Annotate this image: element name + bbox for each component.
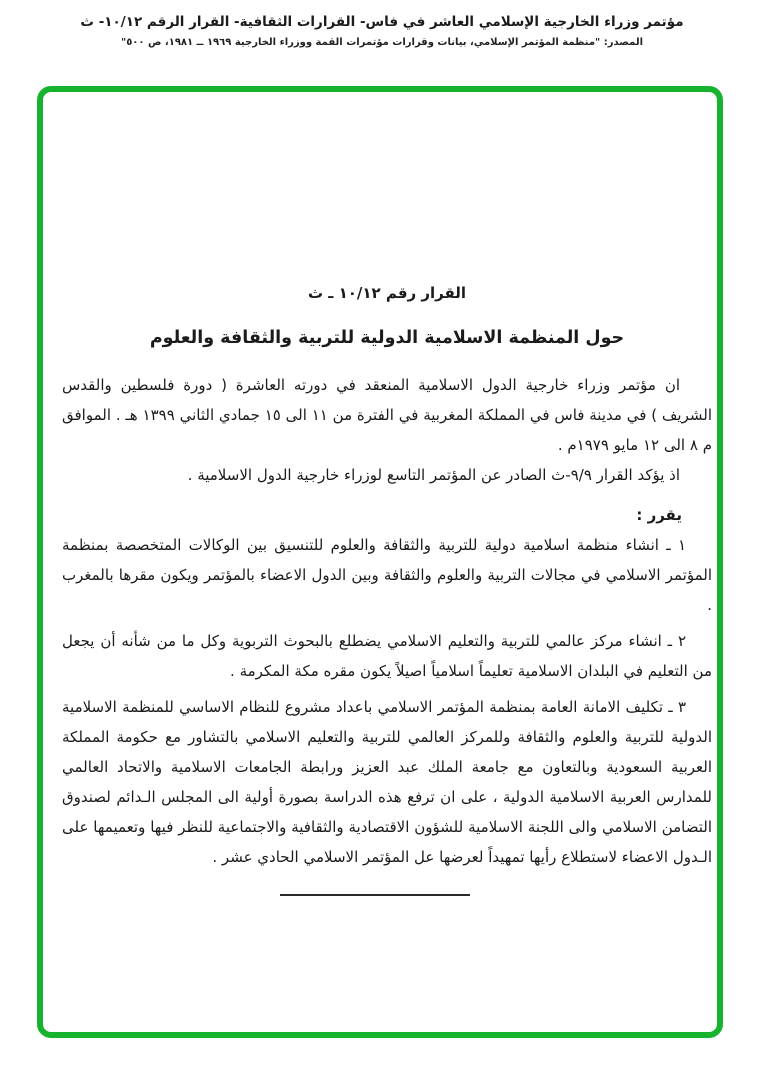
document-body [62,278,712,896]
affirmation-paragraph: اذ يؤكد القرار ٩/٩-ث الصادر عن المؤتمر التاسع لوزراء خارجية الدول الاسلامية . [187,466,680,484]
source-header-title: مؤتمر وزراء الخارجية الإسلامي العاشر في فاس- القرارات الثقافية- القرار الرقم ١٠/١٢- ث [80,14,684,30]
resolution-item-2: ٢ ـ انشاء مركز عالمي للتربية والتعليم الاسلامي يضطلع بالبحوث التربوية وكل ما من شأنه أن يجعل من التعليم في البلدان الاسلامية تعليماً اسلامياً اصيلاً يكون مقره مكة المكرمة . [62,632,712,680]
preamble-paragraph: ان مؤتمر وزراء خارجية الدول الاسلامية المنعقد في دورته العاشرة ( دورة فلسطين والقدس الشريف ) في مدينة فاس في المملكة المغربية في الفترة من ١١ الى ١٥ جمادي الثاني ١٣٩٩ هـ . الموافق م ٨ الى ١٢ مايو ١٩٧٩م . [62,376,712,454]
decides-label: يقرر : [636,506,682,524]
separator-line [280,894,470,896]
source-citation: المصدر: "منظمة المؤتمر الإسلامي، بيانات وقرارات مؤتمرات القمة ووزراء الخارجية ١٩٦٩ ــ ١٩٨١، ص ٥٠٠" [120,37,644,48]
resolution-item-3: ٣ ـ تكليف الامانة العامة بمنظمة المؤتمر الاسلامي باعداد مشروع للنظام الاساسي للمنظمة الاسلامية الدولية للتربية والعلوم والثقافة وللمركز العالمي للتربية والتعليم الاسلامي بالتشاور مع حكومة المملكة العربية السعودية وبالتعاون مع جامعة الملك عبد العزيز ورابطة الجامعات الاسلامية والاتحاد العالمي للمدارس العربية الاسلامية الدولية ، على ان ترفع هذه الدراسة بصورة أولية الى المجلس الـدائم لصندوق التضامن الاسلامي والى اللجنة الاسلامية للشؤون الاقتصادية والثقافية والاجتماعية للنظر فيها وتعميمها على الـدول الاعضاء لاستطلاع رأيها تمهيداً لعرضها عل المؤتمر الاسلامي الحادي عشر . [62,698,712,866]
document-title: حول المنظمة الاسلامية الدولية للتربية والثقافة والعلوم [149,328,625,348]
resolution-item-1: ١ ـ انشاء منظمة اسلامية دولية للتربية والثقافة والعلوم للتنسيق بين الوكالات المتخصصة بمنظمة المؤتمر الاسلامي في مجالات التربية والعلوم والثقافة وبين الدول الاعضاء بالمؤتمر ويكون مقرها بالمغرب . [62,536,712,614]
source-header [0,14,764,48]
decree-number: القرار رقم ١٠/١٢ ـ ث [307,284,467,302]
